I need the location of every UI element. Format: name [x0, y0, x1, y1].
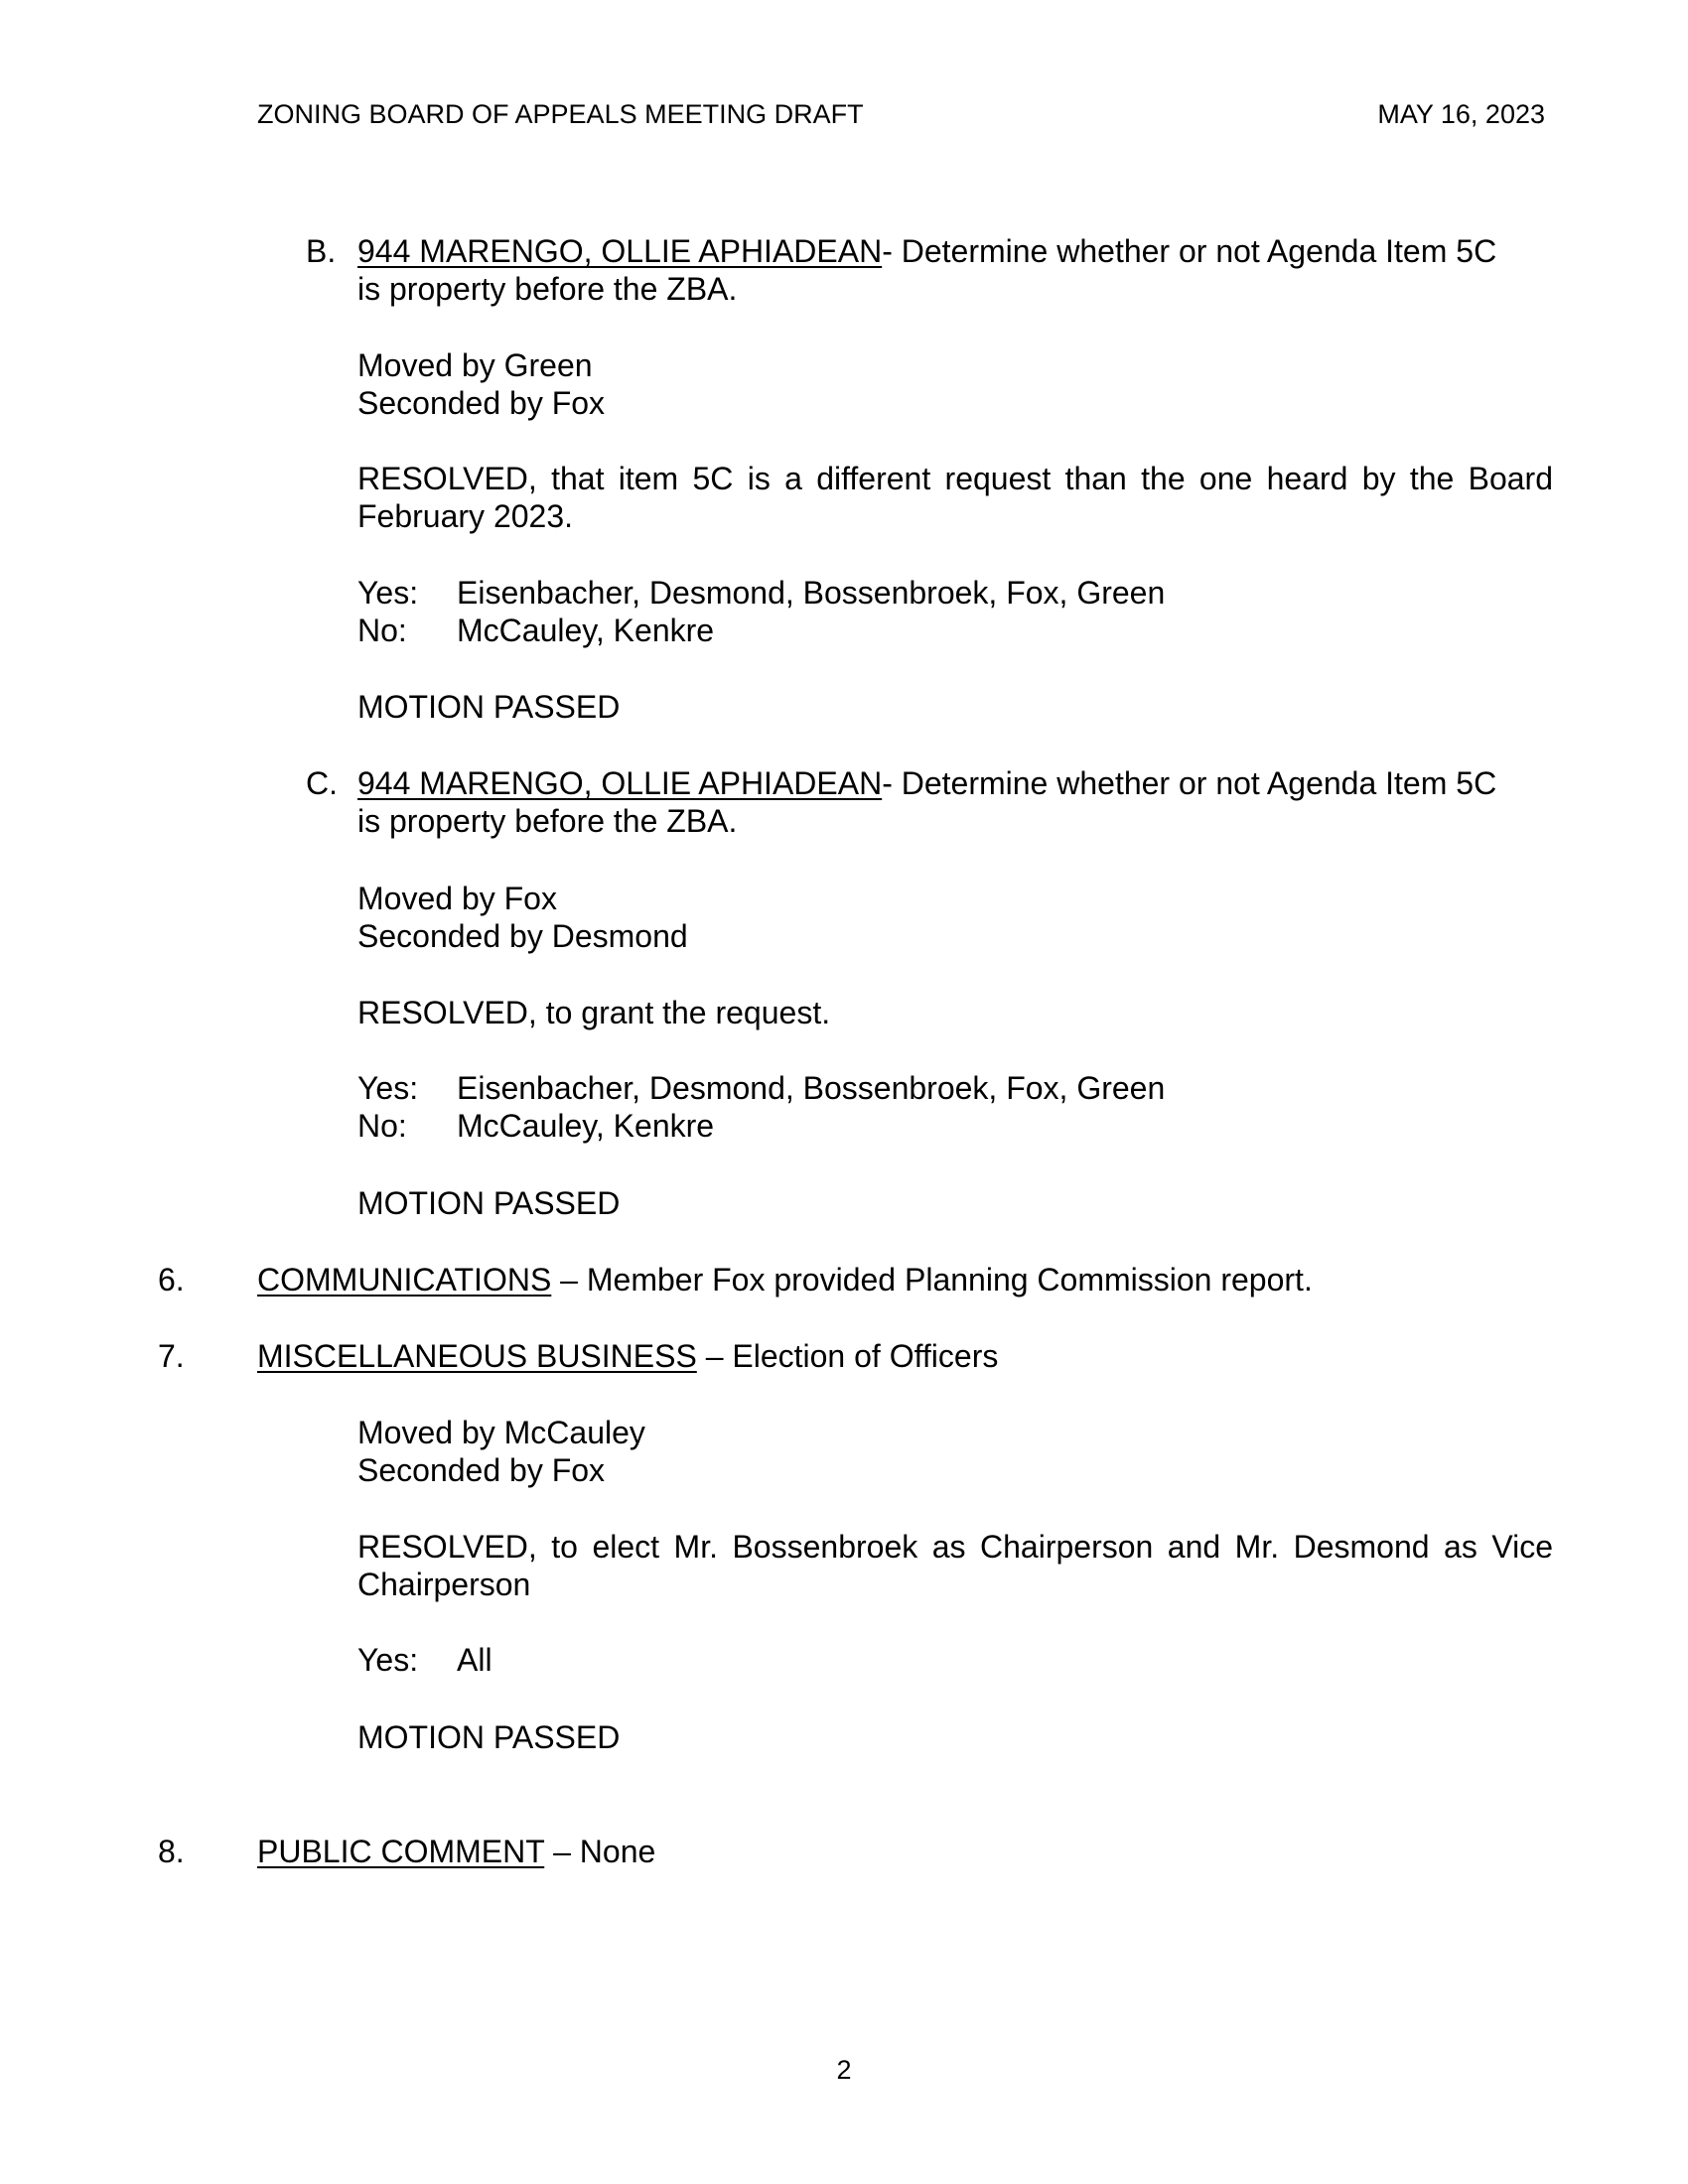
section-6-heading: COMMUNICATIONS — [257, 1262, 552, 1297]
section-7-line — [257, 1337, 998, 1375]
item-c-resolved: RESOLVED, to grant the request. — [357, 995, 831, 1030]
section-7-result: MOTION PASSED — [357, 1719, 621, 1755]
section-8-heading: PUBLIC COMMENT — [257, 1834, 545, 1869]
section-7-moved: Moved by McCauley — [357, 1415, 645, 1450]
section-7-heading: MISCELLANEOUS BUSINESS — [257, 1338, 697, 1374]
item-c-yes-label: Yes: — [357, 1070, 419, 1106]
item-b-heading-line — [357, 232, 1496, 270]
section-8-text: – None — [544, 1834, 656, 1869]
header-date: MAY 16, 2023 — [1377, 99, 1545, 129]
item-c-heading: 944 MARENGO, OLLIE APHIADEAN — [357, 765, 883, 801]
section-8-line — [257, 1833, 655, 1870]
item-b-desc: - Determine whether or not Agenda Item 5C — [882, 233, 1497, 269]
section-6-number: 6. — [158, 1262, 185, 1297]
item-c-letter: C. — [306, 765, 338, 801]
item-b-letter: B. — [306, 233, 337, 269]
header-title: ZONING BOARD OF APPEALS MEETING DRAFT — [257, 99, 864, 129]
item-c-desc: - Determine whether or not Agenda Item 5C — [882, 765, 1497, 801]
item-b-desc-line2: is property before the ZBA. — [357, 271, 738, 307]
item-c-result: MOTION PASSED — [357, 1185, 621, 1221]
item-b-yes-names: Eisenbacher, Desmond, Bossenbroek, Fox, Green — [457, 575, 1166, 611]
section-6-line — [257, 1261, 1313, 1298]
item-c-heading-line — [357, 764, 1496, 802]
item-b-heading: 944 MARENGO, OLLIE APHIADEAN — [357, 233, 883, 269]
item-b-result: MOTION PASSED — [357, 689, 621, 725]
page-number: 2 — [836, 2055, 852, 2085]
section-7-resolved: RESOLVED, to elect Mr. Bossenbroek as Chairperson and Mr. Desmond as Vice Chairperson — [357, 1529, 1553, 1602]
item-b-resolved: RESOLVED, that item 5C is a different request than the one heard by the Board February 2023. — [357, 461, 1553, 534]
item-b-moved: Moved by Green — [357, 347, 593, 383]
section-7-number: 7. — [158, 1338, 185, 1374]
item-c-no-names: McCauley, Kenkre — [457, 1108, 715, 1144]
section-6-text: – Member Fox provided Planning Commission report. — [551, 1262, 1313, 1297]
item-c-moved: Moved by Fox — [357, 881, 557, 916]
section-8-number: 8. — [158, 1834, 185, 1869]
item-c-seconded: Seconded by Desmond — [357, 918, 688, 954]
section-7-yes-names: All — [457, 1642, 492, 1678]
item-b-no-label: No: — [357, 613, 407, 648]
item-b-no-names: McCauley, Kenkre — [457, 613, 715, 648]
section-7-text: – Election of Officers — [696, 1338, 999, 1374]
item-b-seconded: Seconded by Fox — [357, 385, 606, 421]
section-7-yes-label: Yes: — [357, 1642, 419, 1678]
item-c-yes-names: Eisenbacher, Desmond, Bossenbroek, Fox, Green — [457, 1070, 1166, 1106]
item-c-no-label: No: — [357, 1108, 407, 1144]
section-7-seconded: Seconded by Fox — [357, 1452, 606, 1488]
item-b-yes-label: Yes: — [357, 575, 419, 611]
item-c-desc-line2: is property before the ZBA. — [357, 803, 738, 839]
